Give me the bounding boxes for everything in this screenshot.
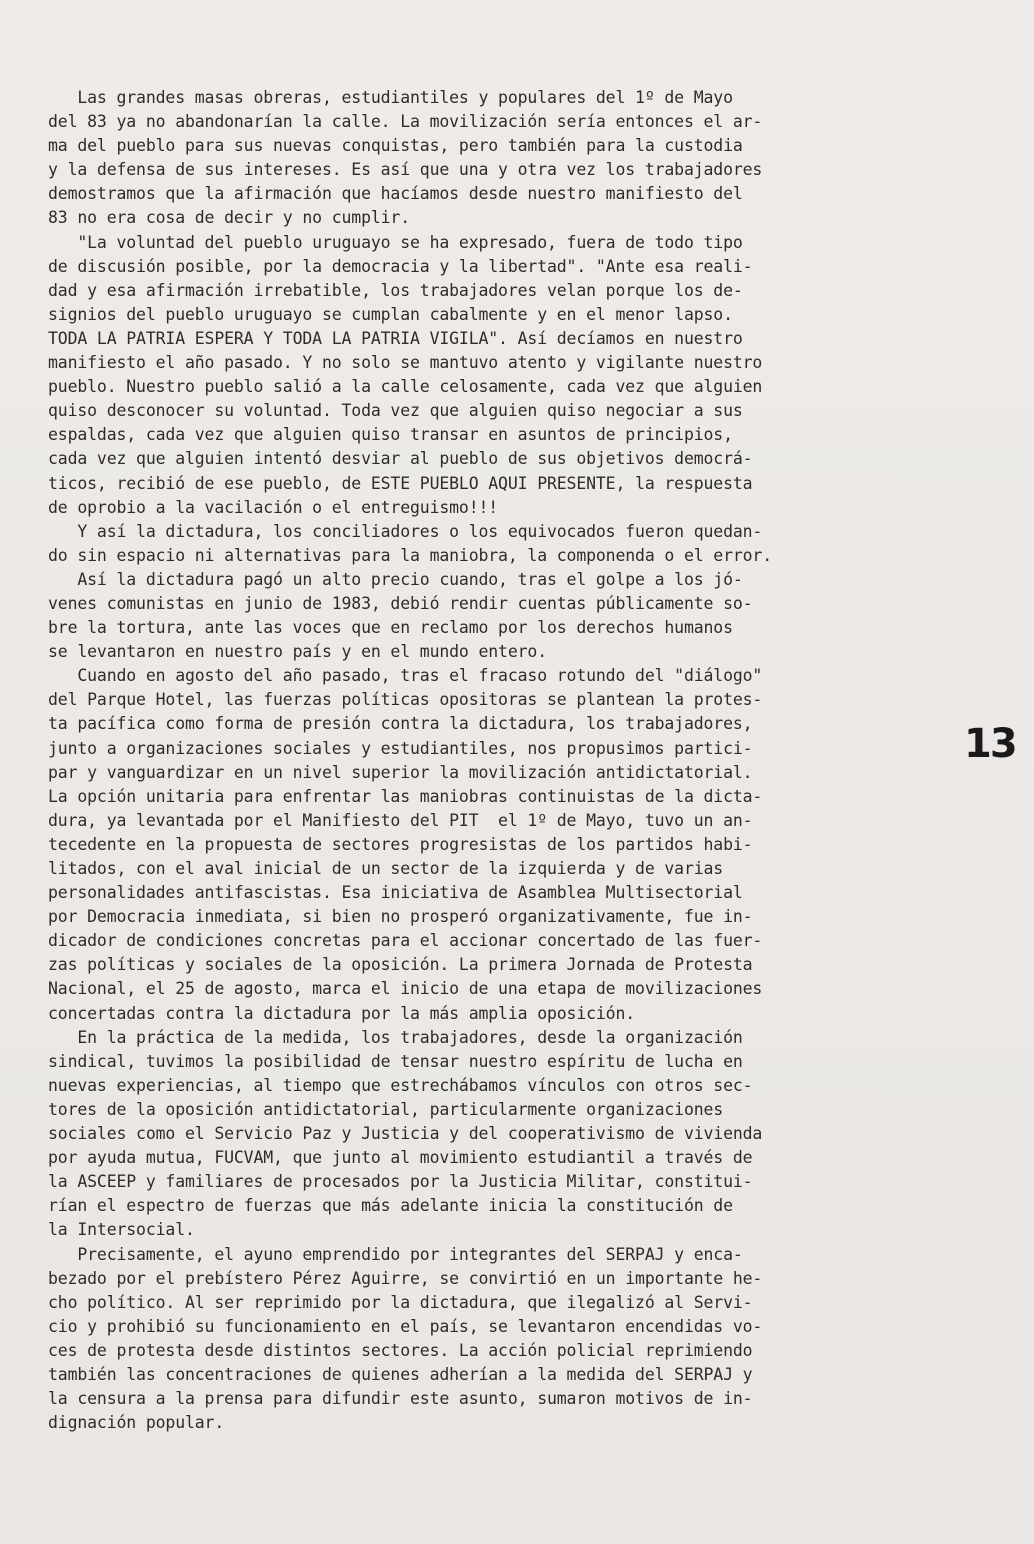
text-line: dura, ya levantada por el Manifiesto del PIT el 1º de Mayo, tuvo un an- (48, 810, 753, 830)
text-line: En la práctica de la medida, los trabajadores, desde la organización (48, 1027, 743, 1047)
text-line: Precisamente, el ayuno emprendido por integrantes del SERPAJ y enca- (48, 1244, 743, 1264)
text-line: demostramos que la afirmación que hacíamos desde nuestro manifiesto del (48, 184, 743, 204)
text-line: Las grandes masas obreras, estudiantiles y populares del 1º de Mayo (48, 88, 733, 107)
text-line: Cuando en agosto del año pasado, tras el fracaso rotundo del "diálogo" (48, 666, 763, 686)
text-line: zas políticas y sociales de la oposición. La primera Jornada de Protesta (48, 955, 753, 975)
text-line: la ASCEEP y familiares de procesados por la Justicia Militar, constitui- (48, 1172, 753, 1192)
text-line: dignación popular. (48, 1413, 225, 1433)
text-line: del Parque Hotel, las fuerzas políticas opositoras se plantean la protes- (48, 690, 763, 710)
text-line: ta pacífica como forma de presión contra la dictadura, los trabajadores, (48, 714, 753, 734)
text-line: Nacional, el 25 de agosto, marca el inicio de una etapa de movilizaciones (48, 979, 763, 999)
text-line: do sin espacio ni alternativas para la maniobra, la componenda o el error. (48, 545, 773, 565)
text-line: ma del pueblo para sus nuevas conquistas, pero también para la custodia (48, 136, 743, 156)
text-line: Y así la dictadura, los conciliadores o los equivocados fueron quedan- (48, 521, 763, 541)
text-line: de oprobio a la vacilación o el entreguismo!!! (48, 497, 499, 517)
text-line: signios del pueblo uruguayo se cumplan cabalmente y en el menor lapso. (48, 304, 733, 324)
text-line: sindical, tuvimos la posibilidad de tensar nuestro espíritu de lucha en (48, 1051, 743, 1071)
text-line: nuevas experiencias, al tiempo que estrechábamos vínculos con otros sec- (48, 1075, 753, 1095)
text-line: ticos, recibió de ese pueblo, de ESTE PUEBLO AQUI PRESENTE, la respuesta (48, 473, 753, 493)
text-line: 83 no era cosa de decir y no cumplir. (48, 208, 411, 228)
text-line: se levantaron en nuestro país y en el mundo entero. (48, 642, 547, 662)
text-line: cio y prohibió su funcionamiento en el país, se levantaron encendidas vo- (48, 1316, 763, 1336)
text-line: ces de protesta desde distintos sectores. La acción policial reprimiendo (48, 1340, 753, 1360)
text-line: venes comunistas en junio de 1983, debió rendir cuentas públicamente so- (48, 593, 753, 613)
text-line: litados, con el aval inicial de un sector de la izquierda y de varias (48, 859, 724, 878)
text-line: por Democracia inmediata, si bien no prosperó organizativamente, fue in- (48, 907, 753, 927)
text-line: TODA LA PATRIA ESPERA Y TODA LA PATRIA VIGILA". Así decíamos en nuestro (48, 328, 743, 348)
text-line: por ayuda mutua, FUCVAM, que junto al movimiento estudiantil a través de (48, 1148, 753, 1168)
text-line: "La voluntad del pueblo uruguayo se ha expresado, fuera de todo tipo (48, 232, 743, 252)
text-line: también las concentraciones de quienes adherían a la medida del SERPAJ y (48, 1364, 753, 1384)
text-line: rían el espectro de fuerzas que más adelante inicia la constitución de (48, 1196, 733, 1216)
text-line: bre la tortura, ante las voces que en reclamo por los derechos humanos (48, 618, 733, 638)
text-line: concertadas contra la dictadura por la más amplia oposición. (48, 1003, 636, 1023)
text-line: quiso desconocer su voluntad. Toda vez que alguien quiso negociar a sus (48, 401, 743, 421)
text-line: espaldas, cada vez que alguien quiso transar en asuntos de principios, (48, 425, 733, 445)
text-line: par y vanguardizar en un nivel superior la movilización antidictatorial. (48, 762, 753, 782)
text-line: bezado por el prebístero Pérez Aguirre, se convirtió en un importante he- (48, 1268, 763, 1288)
text-line: cada vez que alguien intentó desviar al pueblo de sus objetivos democrá- (48, 449, 753, 469)
text-line: Así la dictadura pagó un alto precio cuando, tras el golpe a los jó- (48, 569, 743, 589)
text-line: dicador de condiciones concretas para el accionar concertado de las fuer- (48, 931, 763, 951)
text-line: manifiesto el año pasado. Y no solo se mantuvo atento y vigilante nuestro (48, 353, 763, 373)
body-text (48, 86, 928, 1435)
text-line: junto a organizaciones sociales y estudiantiles, nos propusimos partici- (48, 738, 753, 758)
text-line: sociales como el Servicio Paz y Justicia y del cooperativismo de vivienda (48, 1124, 763, 1144)
text-line: de discusión posible, por la democracia y la libertad". "Ante esa reali- (48, 256, 753, 276)
text-line: tores de la oposición antidictatorial, particularmente organizaciones (48, 1099, 724, 1119)
text-line: personalidades antifascistas. Esa iniciativa de Asamblea Multisectorial (48, 883, 743, 903)
text-line: pueblo. Nuestro pueblo salió a la calle celosamente, cada vez que alguien (48, 377, 763, 397)
text-line: la Intersocial. (48, 1220, 195, 1240)
page-number: 13 (964, 721, 1016, 767)
text-line: y la defensa de sus intereses. Es así que una y otra vez los trabajadores (48, 160, 763, 180)
text-line: dad y esa afirmación irrebatible, los trabajadores velan porque los de- (48, 280, 743, 300)
text-line: del 83 ya no abandonarían la calle. La movilización sería entonces el ar- (48, 112, 763, 132)
text-line: tecedente en la propuesta de sectores progresistas de los partidos habi- (48, 834, 753, 854)
text-line: la censura a la prensa para difundir este asunto, sumaron motivos de in- (48, 1389, 753, 1409)
text-line: cho político. Al ser reprimido por la dictadura, que ilegalizó al Servi- (48, 1292, 753, 1312)
text-line: La opción unitaria para enfrentar las maniobras continuistas de la dicta- (48, 786, 763, 806)
